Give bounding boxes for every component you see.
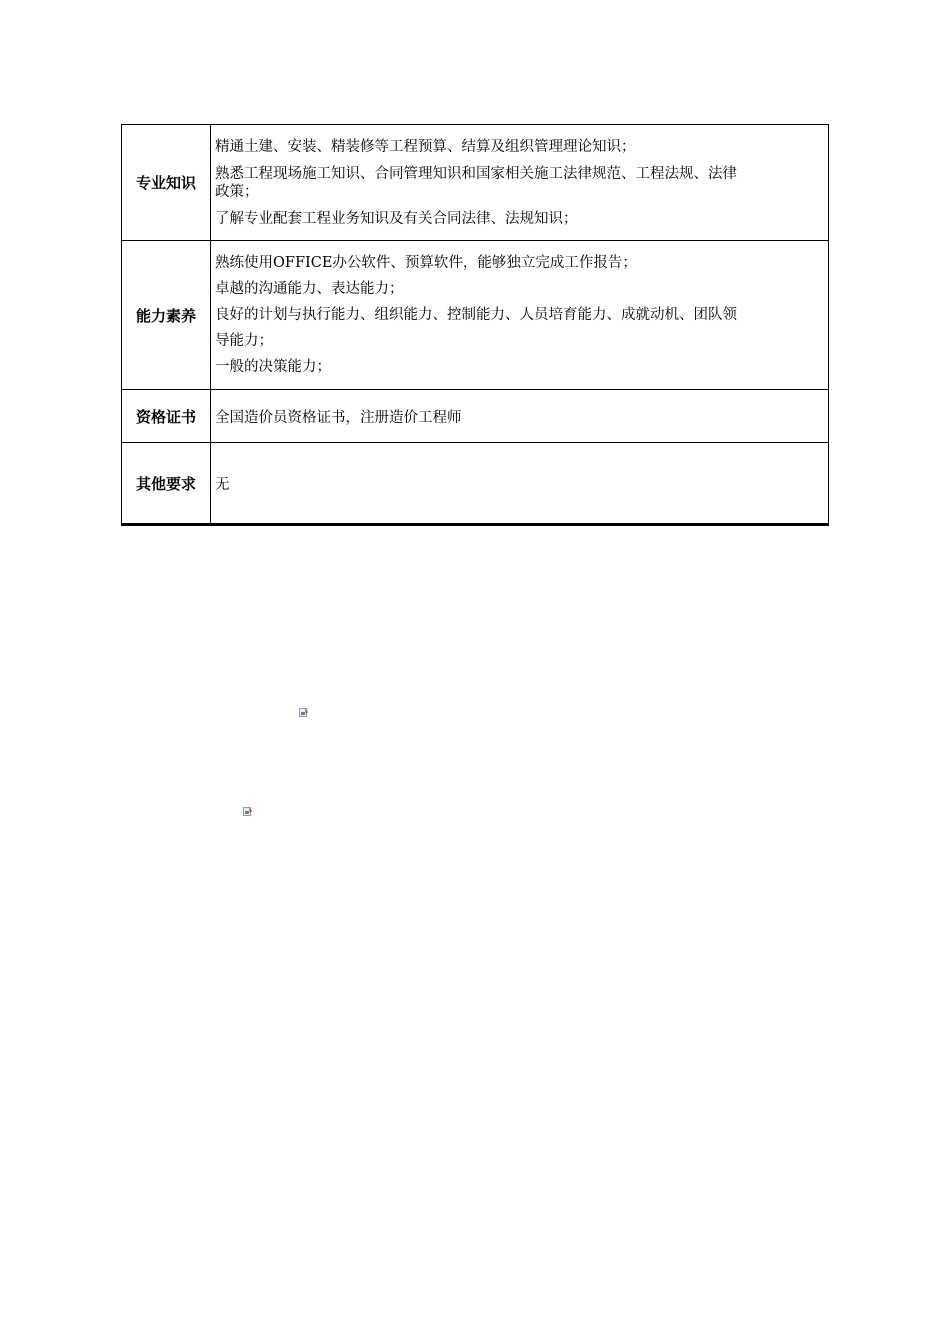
- row-label: 其他要求: [122, 443, 211, 525]
- row-content: 无: [211, 443, 829, 525]
- row-label: 能力素养: [122, 241, 211, 390]
- row-content: [211, 125, 829, 241]
- broken-image-icon: [243, 802, 253, 812]
- content-line: 了解专业配套工程业务知识及有关合同法律、法规知识；: [215, 210, 578, 227]
- content-line: 良好的计划与执行能力、组织能力、控制能力、人员培育能力、成就动机、团队领: [215, 307, 737, 323]
- content-line: 熟悉工程现场施工知识、合同管理知识和国家相关施工法律规范、工程法规、法律: [215, 165, 737, 182]
- content-line: 一般的决策能力；: [215, 359, 331, 375]
- row-ability: [122, 241, 829, 390]
- row-professional-knowledge: [122, 125, 829, 241]
- content-line: 卓越的沟通能力、表达能力；: [215, 281, 404, 297]
- content-line: 精通土建、安装、精装修等工程预算、结算及组织管理理论知识；: [215, 138, 636, 155]
- content-line: 导能力；: [215, 333, 273, 349]
- row-other: [122, 443, 829, 525]
- content-line: 政策；: [215, 183, 259, 200]
- row-certificate: [122, 390, 829, 443]
- row-label: 资格证书: [122, 390, 211, 443]
- row-content: 全国造价员资格证书，注册造价工程师: [211, 390, 829, 443]
- row-content: [211, 241, 829, 390]
- row-label: 专业知识: [122, 125, 211, 241]
- requirements-table: [121, 124, 829, 526]
- broken-image-icon: [299, 703, 309, 713]
- content-line: 熟练使用OFFICE办公软件、预算软件，能够独立完成工作报告；: [215, 255, 637, 271]
